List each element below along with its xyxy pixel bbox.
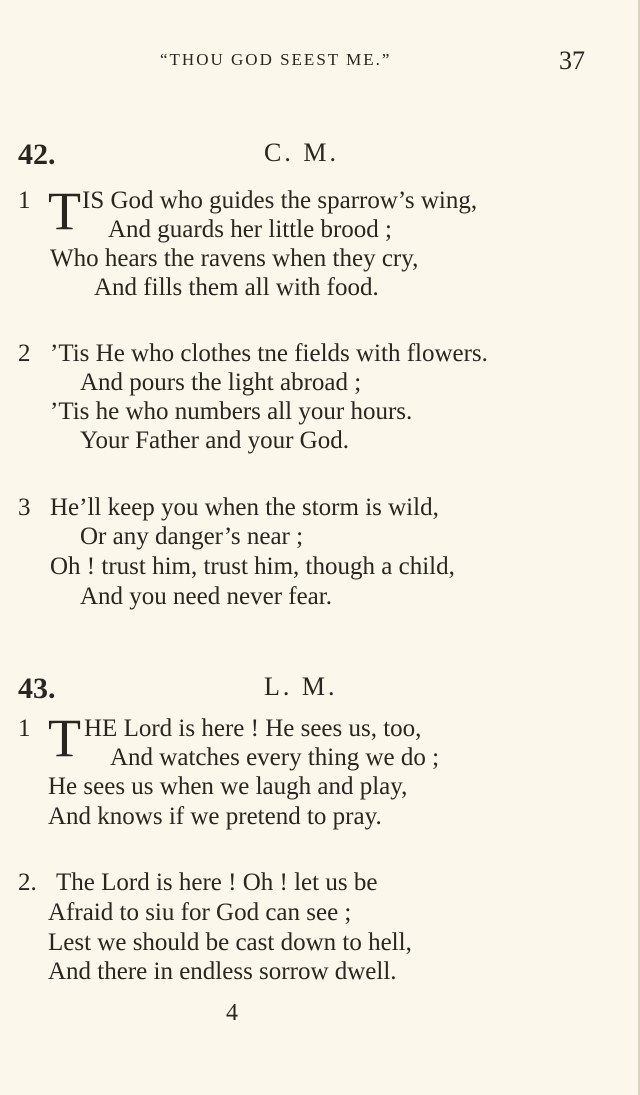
verse-line: ’Tis He who clothes tne fields with flowers.	[50, 340, 488, 367]
verse-number: 1	[18, 187, 31, 214]
drop-cap: T	[48, 181, 81, 241]
verse-number: 2	[18, 340, 31, 367]
verse-line: Lest we should be cast down to hell,	[48, 929, 412, 956]
verse-number: 2.	[18, 869, 37, 896]
verse-line: He sees us when we laugh and play,	[48, 773, 408, 800]
verse-line: Oh ! trust him, trust him, though a child,	[50, 553, 455, 580]
verse-line: Who hears the ravens when they cry,	[50, 245, 419, 272]
verse-line: Afraid to siu for God can see ;	[48, 899, 352, 926]
verse-line: HE Lord is here ! He sees us, too,	[84, 715, 422, 742]
verse-line: He’ll keep you when the storm is wild,	[50, 494, 439, 521]
verse-line: The Lord is here ! Oh ! let us be	[56, 869, 378, 896]
verse-line: And guards her little brood ;	[108, 216, 392, 243]
verse-line: And pours the light abroad ;	[80, 369, 362, 396]
verse-line: Or any danger’s near ;	[80, 523, 304, 550]
verse-line: And there in endless sorrow dwell.	[48, 958, 397, 985]
verse-line: And fills them all with food.	[94, 274, 379, 301]
verse-number: 3	[18, 494, 31, 521]
running-title: “THOU GOD SEEST ME.”	[160, 50, 392, 69]
hymn-number: 42.	[18, 138, 56, 171]
verse-line: And you need never fear.	[80, 583, 332, 610]
verse-line: ’Tis he who numbers all your hours.	[50, 398, 413, 425]
verse-line: And knows if we pretend to pray.	[48, 803, 382, 830]
page-number: 37	[559, 46, 585, 75]
hymn-number: 43.	[18, 672, 56, 705]
verse-line: IS God who guides the sparrow’s wing,	[82, 187, 478, 214]
hymn-meter: C. M.	[264, 138, 339, 167]
verse-number: 1	[18, 715, 31, 742]
verse-line: And watches every thing we do ;	[110, 744, 440, 771]
verse-line: Your Father and your God.	[80, 427, 349, 454]
hymn-meter: L. M.	[264, 672, 338, 701]
signature-mark: 4	[226, 1000, 238, 1026]
drop-cap: T	[48, 708, 81, 768]
